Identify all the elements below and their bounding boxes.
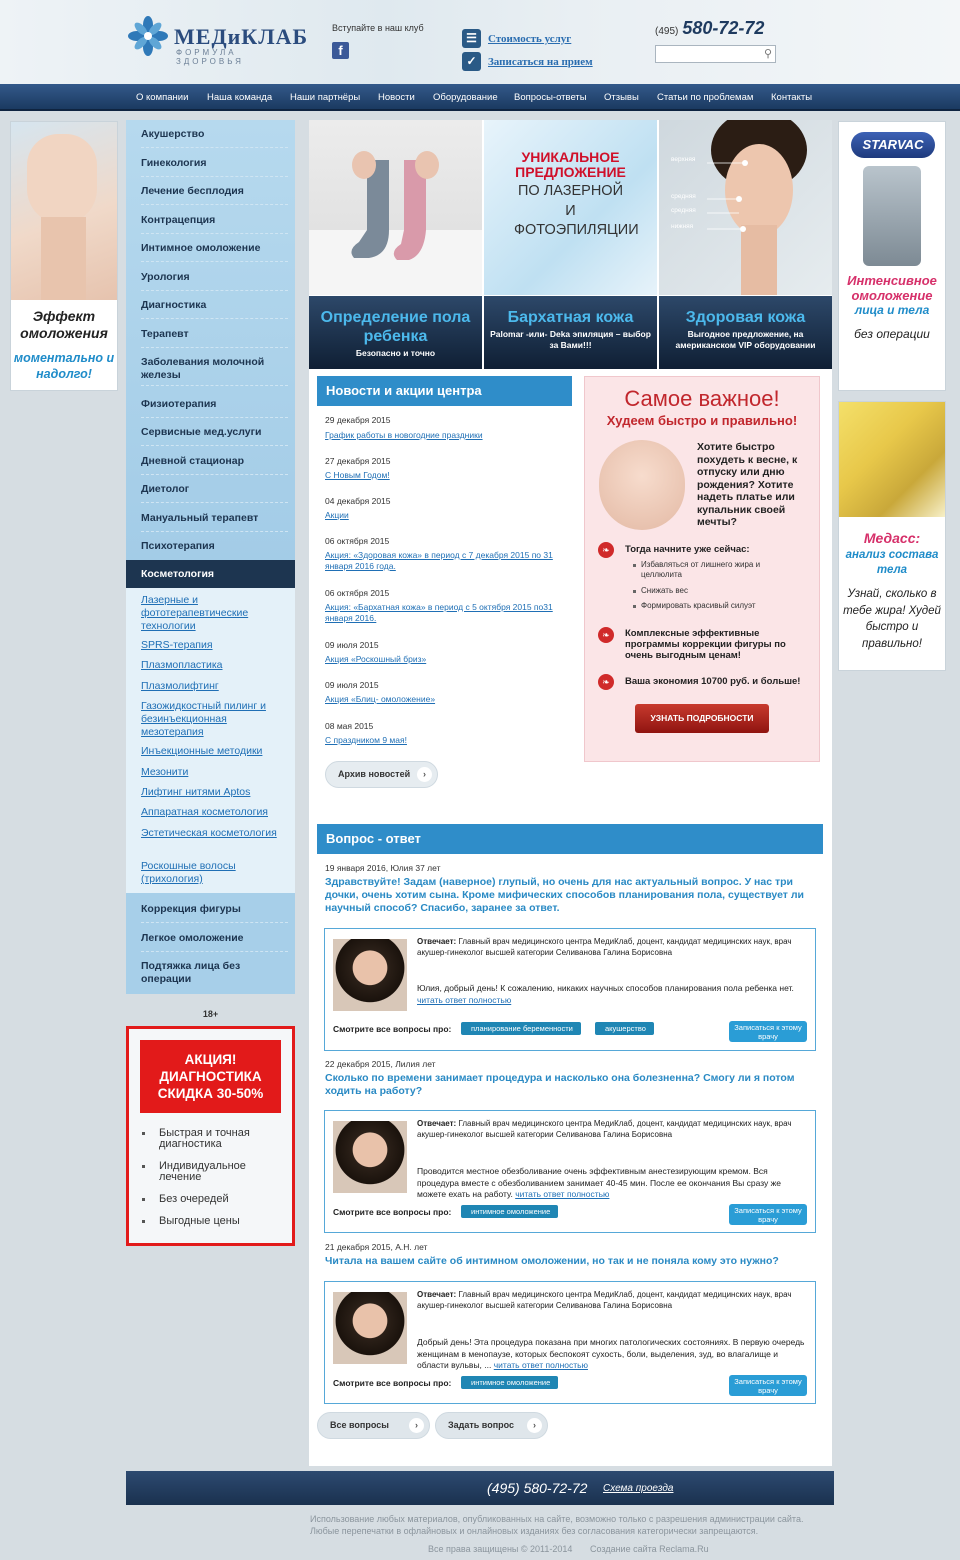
offer-title: УНИКАЛЬНОЕ ПРЕДЛОЖЕНИЕ xyxy=(515,149,626,180)
slide-subtitle: Palomar -или- Deka эпиляция – выбор за Вами!!! xyxy=(490,329,651,350)
answer-card xyxy=(324,928,816,1051)
learn-more-button[interactable]: УЗНАТЬ ПОДРОБНОСТИ xyxy=(635,704,769,733)
news-link[interactable]: С Новым Годом! xyxy=(325,470,390,480)
slide-title: Определение пола ребенка xyxy=(320,309,471,345)
medass-text: Узнай, сколько в тебе жира! Худей быстро и правильно! xyxy=(843,588,941,650)
main-content xyxy=(309,120,832,1466)
news-link[interactable]: Акция «Роскошный бриз» xyxy=(325,654,427,664)
news-date: 09 июля 2015 xyxy=(325,640,379,650)
info-icon: ❧ xyxy=(598,674,614,690)
arrow-right-icon: › xyxy=(409,1418,424,1433)
submenu-item[interactable]: Аппаратная косметология xyxy=(141,806,268,818)
price-link[interactable]: Стоимость услуг xyxy=(488,33,572,45)
news-link[interactable]: Акция «Блиц- омоложение» xyxy=(325,694,436,704)
offer-text: ПО ЛАЗЕРНОЙ И ФОТОЭПИЛЯЦИИ xyxy=(514,183,639,238)
appointment-link[interactable]: Записаться на прием xyxy=(488,56,593,68)
doctor-avatar xyxy=(333,939,407,1011)
promo-item: Индивидуальное лечение xyxy=(142,1161,282,1183)
starvac-title: Интенсивное омоложение xyxy=(847,273,937,303)
search-input[interactable] xyxy=(656,46,756,62)
waist-image xyxy=(599,440,685,530)
sidebar-menu xyxy=(126,120,295,994)
book-doctor-button[interactable]: Записаться к этому врачу xyxy=(729,1021,807,1042)
slide-healthy-skin[interactable] xyxy=(659,120,832,414)
arrow-right-icon: › xyxy=(527,1418,542,1433)
topic-tag[interactable]: интимное омоложение xyxy=(461,1376,558,1389)
answer-text: Добрый день! Эта процедура показана при многих патологических состояниях. В первую очередь женщинам в менопаузе, которых беспокоят сухость, боли, выделения, зуд, во влагалище и области вульвы, ... читать ответ полностью xyxy=(417,1337,805,1370)
important-bullet: Снижать вес xyxy=(641,586,801,596)
footer-bar xyxy=(126,1471,834,1505)
offer-image xyxy=(484,120,657,295)
submenu-item[interactable]: Плазмопластика xyxy=(141,659,223,671)
question-meta: 21 декабря 2015, А.Н. лет xyxy=(325,1242,428,1252)
important-question: Хотите быстро похудеть к весне, к отпуску или дню рождения? Хотите надеть платье или купальник своей мечты? xyxy=(697,441,798,528)
ask-question-button[interactable] xyxy=(435,1412,548,1439)
sidebar-item[interactable]: Психотерапия xyxy=(141,540,215,552)
logo-tagline: ФОРМУЛА ЗДОРОВЬЯ xyxy=(176,48,244,66)
slide-caption xyxy=(309,296,482,369)
question-meta: 19 января 2016, Юлия 37 лет xyxy=(325,863,441,873)
header-phone xyxy=(655,18,764,39)
starvac-logo: STARVAC xyxy=(851,132,935,158)
promo-title: АКЦИЯ! ДИАГНОСТИКА СКИДКА 30-50% xyxy=(140,1040,281,1113)
news-link[interactable]: Акция: «Здоровая кожа» в период с 7 декабря 2015 по 31 января 2016 года. xyxy=(325,550,553,571)
header xyxy=(0,0,960,84)
news-header: Новости и акции центра xyxy=(317,376,572,406)
nav-equipment[interactable]: Оборудование xyxy=(433,92,498,103)
news-link[interactable]: График работы в новогодние праздники xyxy=(325,430,483,440)
starvac-subtitle: лица и тела xyxy=(854,303,930,317)
submenu-item[interactable]: Инъекционные методики xyxy=(141,745,263,757)
submenu-item[interactable]: Лифтинг нитями Aptos xyxy=(141,786,251,798)
slide-velvet[interactable] xyxy=(484,120,657,414)
qa-header: Вопрос - ответ xyxy=(317,824,823,854)
promo-item: Быстрая и точная диагностика xyxy=(142,1128,282,1150)
submenu-item[interactable]: Роскошные волосы (трихология) xyxy=(141,860,236,885)
answerer: Отвечает: Главный врач медицинского центра МедиКлаб, доцент, кандидат медицинских наук, врач акушер-гинеколог высшей категории Селиванова Галина Борисовна xyxy=(417,1119,792,1139)
logo[interactable] xyxy=(128,16,309,66)
top-nav xyxy=(0,84,960,111)
measuring-tape-image xyxy=(839,402,945,517)
sidebar-item[interactable]: Акушерство xyxy=(141,128,288,148)
club-text: Вступайте в наш клуб xyxy=(332,23,424,33)
slide-caption xyxy=(659,296,832,369)
woman-face-image xyxy=(659,120,832,295)
nav-articles[interactable]: Статьи по проблемам xyxy=(657,92,754,103)
slide-caption xyxy=(484,296,657,369)
medass-subtitle: анализ состава тела xyxy=(845,549,939,576)
topic-tag[interactable]: интимное омоложение xyxy=(461,1205,558,1218)
submenu-item[interactable]: Эстетическая косметология xyxy=(141,827,277,839)
sidebar-item[interactable]: Дневной стационар xyxy=(141,455,288,475)
book-doctor-button[interactable]: Записаться к этому врачу xyxy=(729,1204,807,1225)
slide-gender[interactable] xyxy=(309,120,482,414)
device-image xyxy=(863,166,921,266)
news-date: 04 декабря 2015 xyxy=(325,496,391,506)
rights-text: Все права защищены © 2011-2014 xyxy=(428,1544,573,1554)
news-date: 29 декабря 2015 xyxy=(325,415,391,425)
logo-name: МЕДиКЛАБ xyxy=(174,24,309,49)
medass-title: Медасс: xyxy=(863,530,921,546)
important-bullet: Избавляться от лишнего жира и целлюлита xyxy=(641,560,801,580)
weight-loss-promo xyxy=(584,376,820,762)
all-questions-label: Все вопросы xyxy=(330,1420,389,1430)
nav-news[interactable]: Новости xyxy=(378,92,415,103)
sidebar-submenu xyxy=(126,588,295,893)
zone-label: нижняя xyxy=(671,223,694,230)
important-title: Самое важное! xyxy=(624,386,780,411)
submenu-item[interactable]: Газожидкостный пилинг и безинъекционная мезотерапия xyxy=(141,700,266,738)
age-rating: 18+ xyxy=(202,1009,219,1019)
submenu-item[interactable]: Плазмолифтинг xyxy=(141,680,219,692)
checkmark-icon: ✓ xyxy=(462,52,481,71)
sidebar-item[interactable]: Диетолог xyxy=(141,483,288,503)
news-date: 06 октября 2015 xyxy=(325,536,390,546)
important-programs: Комплексные эффективные программы коррекции фигуры по очень выгодным ценам! xyxy=(625,628,786,661)
search-icon[interactable]: ⚲ xyxy=(763,48,772,60)
news-link[interactable]: Акции xyxy=(325,510,349,520)
archive-label: Архив новостей xyxy=(338,769,411,779)
sidebar-item[interactable]: Гинекология xyxy=(141,157,288,177)
answer-card xyxy=(324,1110,816,1233)
banner-face-image xyxy=(11,122,117,300)
socks-image xyxy=(309,120,482,295)
read-more-link[interactable]: читать ответ полностью xyxy=(417,994,512,1005)
submenu-item[interactable]: SPRS-терапия xyxy=(141,639,213,651)
price-list-icon: ☰ xyxy=(462,29,481,48)
question-meta: 22 декабря 2015, Лилия лет xyxy=(325,1059,436,1069)
zone-label: средняя xyxy=(671,207,696,214)
phone-code: (495) xyxy=(655,26,679,37)
zone-label: средняя xyxy=(671,193,696,200)
question-text[interactable]: Здравствуйте! Задам (наверное) глупый, но очень для нас актуальный вопрос. У нас три дочки, очень хотим сына. Кроме мифических способов планирования пола, существует ли научный способ? Спасибо, заранее за ответ. xyxy=(325,876,804,914)
sidebar-item[interactable]: Урология xyxy=(141,271,288,291)
slide-title: Бархатная кожа xyxy=(507,309,634,326)
promo-item: Выгодные цены xyxy=(142,1216,282,1227)
all-questions-button[interactable] xyxy=(317,1412,430,1439)
starvac-banner[interactable] xyxy=(838,121,946,391)
sidebar-item[interactable]: Лечение бесплодия xyxy=(141,185,288,205)
sidebar-item[interactable]: Терапевт xyxy=(141,328,288,348)
book-doctor-button[interactable]: Записаться к этому врачу xyxy=(729,1375,807,1396)
phone-number: 580-72-72 xyxy=(682,18,765,38)
submenu-item[interactable]: Лазерные и фототерапевтические технологии xyxy=(141,594,249,632)
read-more-link[interactable]: читать ответ полностью xyxy=(493,1360,588,1370)
sidebar-item[interactable]: Контрацепция xyxy=(141,214,288,234)
question-text[interactable]: Сколько по времени занимает процедура и насколько она болезненна? Смогу ли я потом ходить на работу? xyxy=(325,1072,795,1097)
news-archive-button[interactable] xyxy=(325,761,438,788)
sidebar-item[interactable]: Сервисные мед.услуги xyxy=(141,426,288,446)
news-date: 27 декабря 2015 xyxy=(325,456,391,466)
doctor-avatar xyxy=(333,1292,407,1364)
nav-team[interactable]: Наша команда xyxy=(207,92,273,103)
map-link[interactable]: Схема проезда xyxy=(603,1483,674,1494)
banner-title: Эффект омоложения xyxy=(20,308,108,341)
news-link[interactable]: С праздником 9 мая! xyxy=(325,735,407,745)
answer-text: Юлия, добрый день! К сожалению, никаких научных способов планирования пола ребенка нет. читать ответ полностью xyxy=(417,983,794,1005)
sidebar-item[interactable]: Мануальный терапевт xyxy=(141,512,288,532)
read-more-link[interactable]: читать ответ полностью xyxy=(515,1189,610,1199)
sidebar-item[interactable]: Заболевания молочной железы xyxy=(141,356,288,386)
answerer: Отвечает: Главный врач медицинского центра МедиКлаб, доцент, кандидат медицинских наук, врач акушер-гинеколог высшей категории Селиванова Галина Борисовна xyxy=(417,1290,792,1310)
see-all-label: Смотрите все вопросы про: xyxy=(333,1024,452,1034)
doctor-avatar xyxy=(333,1121,407,1193)
answer-text: Проводится местное обезболивание очень эффективным анестезирующим кремом. Вся процедура вместе с обезболиванием занимает 40-45 мин. После ее окончания Вы сразу же можете ехать на работу. читать ответ полностью xyxy=(417,1166,782,1199)
copyright-notice: Использование любых материалов, опубликованных на сайте, возможно только с разрешения администрации сайта. Любые перепечатки в офлайновых и онлайновых изданиях без согласования категорически запрещаются. xyxy=(310,1514,804,1536)
important-subtitle: Худеем быстро и правильно! xyxy=(606,413,798,428)
news-link[interactable]: Акция: «Бархатная кожа» в период с 5 октября 2015 по31 января 2016. xyxy=(325,602,553,623)
zone-label: верхняя xyxy=(671,156,696,163)
starvac-note: без операции xyxy=(854,327,930,341)
search-box xyxy=(655,45,776,63)
nav-qa[interactable]: Вопросы-ответы xyxy=(514,92,587,103)
medass-banner[interactable] xyxy=(838,401,946,671)
nav-contacts[interactable]: Контакты xyxy=(771,92,813,103)
sidebar-item[interactable]: Физиотерапия xyxy=(141,398,288,418)
info-icon: ❧ xyxy=(598,627,614,643)
topic-tag[interactable]: планирование беременности xyxy=(461,1022,581,1035)
nav-reviews[interactable]: Отзывы xyxy=(604,92,639,103)
sidebar-item[interactable]: Интимное омоложение xyxy=(141,242,288,262)
ask-question-label: Задать вопрос xyxy=(448,1420,515,1430)
submenu-item[interactable]: Мезонити xyxy=(141,766,189,778)
sidebar-item[interactable]: Диагностика xyxy=(141,299,288,319)
info-icon: ❧ xyxy=(598,542,614,558)
see-all-label: Смотрите все вопросы про: xyxy=(333,1378,452,1388)
sidebar-item[interactable]: Коррекция фигуры xyxy=(141,903,288,923)
important-start: Тогда начните уже сейчас: xyxy=(625,544,750,555)
sidebar-item[interactable]: Легкое омоложение xyxy=(141,932,288,952)
footer-phone: (495) 580-72-72 xyxy=(487,1480,588,1496)
arrow-right-icon: › xyxy=(417,767,432,782)
rejuvenation-banner[interactable] xyxy=(10,121,118,391)
topic-tag[interactable]: акушерство xyxy=(595,1022,654,1035)
promo-item: Без очередей xyxy=(142,1194,282,1205)
important-saving: Ваша экономия 10700 руб. и больше! xyxy=(625,676,801,687)
slide-title: Здоровая кожа xyxy=(685,309,806,326)
question-text[interactable]: Читала на вашем сайте об интимном омоложении, но так и не поняла кому это нужно? xyxy=(325,1255,779,1267)
answer-card xyxy=(324,1281,816,1404)
logo-flower-icon xyxy=(128,16,168,56)
sidebar-item-active[interactable]: Косметология xyxy=(126,560,295,588)
nav-about[interactable]: О компании xyxy=(136,92,189,103)
sidebar-item[interactable]: Подтяжка лица без операции xyxy=(141,960,241,985)
see-all-label: Смотрите все вопросы про: xyxy=(333,1207,452,1217)
facebook-icon[interactable]: f xyxy=(332,42,349,59)
important-bullet: Формировать красивый силуэт xyxy=(641,601,801,611)
news-date: 06 октября 2015 xyxy=(325,588,390,598)
slide-subtitle: Безопасно и точно xyxy=(355,348,436,358)
site-maker[interactable]: Создание сайта Reclama.Ru xyxy=(590,1544,709,1554)
nav-partners[interactable]: Наши партнёры xyxy=(290,92,361,103)
diagnostics-promo[interactable] xyxy=(126,1026,295,1246)
answerer: Отвечает: Главный врач медицинского центра МедиКлаб, доцент, кандидат медицинских наук, врач акушер-гинеколог высшей категории Селиванова Галина Борисовна xyxy=(417,937,792,957)
news-date: 09 июля 2015 xyxy=(325,680,379,690)
news-date: 08 мая 2015 xyxy=(325,721,374,731)
slide-subtitle: Выгодное предложение, на американском VIP оборудовании xyxy=(675,329,816,350)
banner-subtitle: моментально и надолго! xyxy=(13,351,115,381)
